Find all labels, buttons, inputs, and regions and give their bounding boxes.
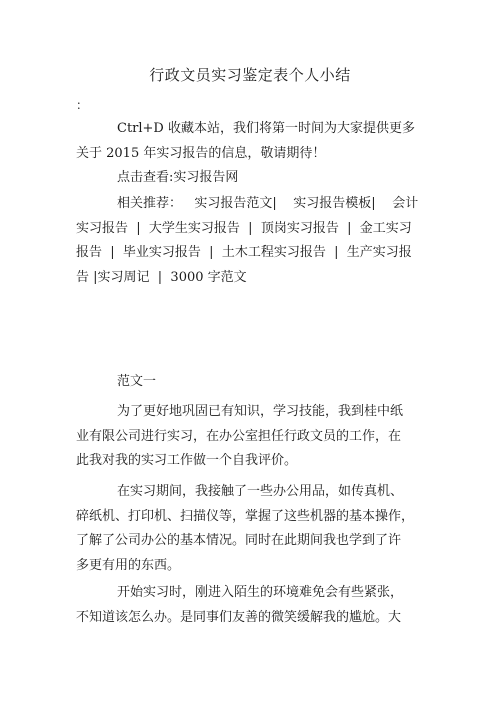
p2-line-1: 在实习期间，我接触了一些办公用品，如传真机、 (117, 484, 404, 499)
document-title: 行政文员实习鉴定表个人小结 (149, 66, 351, 84)
intro-line-2: 关于 2015 年实习报告的信息，敬请期待！ (76, 145, 326, 161)
related-line-2: 实习报告 | 大学生实习报告 | 顶岗实习报告 | 金工实习 (76, 220, 412, 236)
p2-line-4: 多更有用的东西。 (76, 558, 181, 574)
p3-line-1: 开始实习时，刚进入陌生的环境难免会有些紧张， (117, 585, 404, 600)
intro-paragraph (76, 117, 428, 166)
click-view-paragraph (76, 166, 428, 191)
section-heading (76, 370, 428, 395)
p3-line-2: 不知道该怎么办。是同事们友善的微笑缓解我的尴尬。大 (76, 609, 402, 625)
paragraph-3 (76, 581, 428, 630)
related-recommendations (76, 192, 428, 291)
p2-line-3: 了解了公司办公的基本情况。同时在此期间我也学到了许 (76, 533, 402, 549)
stray-colon: ： (76, 98, 89, 112)
paragraph-1 (76, 400, 428, 474)
related-line-1: 相关推荐： 实习报告范文| 实习报告模板| 会计 (117, 196, 419, 211)
related-line-3: 报告 | 毕业实习报告 | 土木工程实习报告 | 生产实习报 (76, 245, 412, 261)
intro-line-1: Ctrl+D 收藏本站，我们将第一时间为大家提供更多 (117, 121, 415, 136)
p2-line-2: 碎纸机、打印机、扫描仪等，掌握了这些机器的基本操作， (76, 508, 415, 524)
related-line-4: 告 |实习周记 | 3000 字范文 (76, 270, 247, 286)
p1-line-2: 业有限公司进行实习，在办公室担任行政文员的工作，在 (76, 428, 402, 444)
p1-line-1: 为了更好地巩固已有知识，学习技能，我到桂中纸 (117, 404, 404, 419)
p1-line-3: 此我对我的实习工作做一个自我评价。 (76, 453, 298, 469)
click-view-text: 点击查看:实习报告网 (117, 170, 239, 185)
paragraph-2 (76, 480, 428, 579)
section-label: 范文一 (117, 374, 157, 389)
